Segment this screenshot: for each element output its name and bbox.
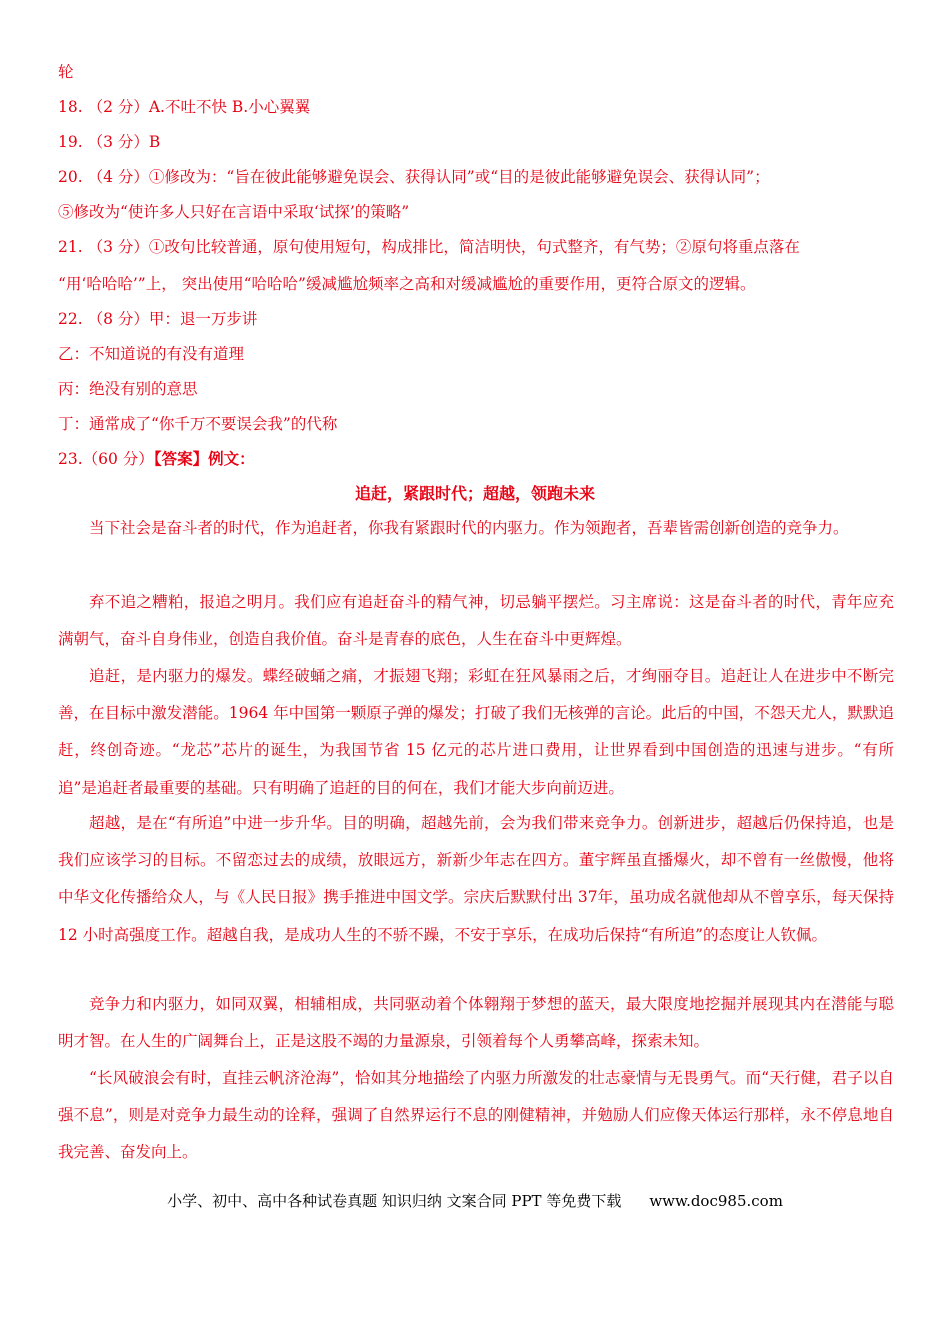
footer-url[interactable]: www.doc985.com (649, 1192, 783, 1210)
essay-paragraph: 追赶，是内驱力的爆发。蝶经破蛹之痛，才振翅飞翔；彩虹在狂风暴雨之后，才绚丽夺目。追赶让人在进步中不断完善，在目标中激发潜能。1964 年中国第一颗原子弹的爆发；打破了我们无核弹的言论。此后的中国，不怨天尤人，默默追赶，终创奇迹。“龙芯”芯片的诞生，为我国节省 15 亿元的芯片进口费用，让世界看到中国创造的迅速与进步。“有所追”是追赶者最重要的基础。只有明确了追赶的目的何在，我们才能大步向前迈进。 (58, 667, 894, 797)
answer-q23-label: 【答案】例文： (153, 449, 255, 468)
essay-paragraph: 超越，是在“有所追”中进一步升华。目的明确，超越先前，会为我们带来竞争力。创新进步，超越后仍保持追，也是我们应该学习的目标。不留恋过去的成绩，放眼远方，新新少年志在四方。董宇辉虽直播爆火，却不曾有一丝傲慢，他将中华文化传播给众人，与《人民日报》携手推进中国文学。宗庆后默默付出 37年，虽功成名就他却从不曾享乐，每天保持 12 小时高强度工作。超越自我，是成功人生的不骄不躁，不安于享乐，在成功后保持“有所追”的态度让人钦佩。 (58, 814, 894, 944)
footer-text: 小学、初中、高中各种试卷真题 知识归纳 文案合同 PPT 等免费下载 (167, 1192, 622, 1210)
answer-q22-d: 丁：通常成了“你千万不要误会我”的代称 (58, 415, 338, 433)
essay-paragraph: “长风破浪会有时，直挂云帆济沧海”，恰如其分地描绘了内驱力所激发的壮志豪情与无畏勇气。而“天行健，君子以自强不息”，则是对竞争力最生动的诠释，强调了自然界运行不息的刚健精神，并勉励人们应像天体运行那样，永不停息地自我完善、奋发向上。 (58, 1069, 894, 1162)
essay-paragraph: 竞争力和内驱力，如同双翼，相辅相成，共同驱动着个体翱翔于梦想的蓝天，最大限度地挖掘并展现其内在潜能与聪明才智。在人生的广阔舞台上，正是这股不竭的力量源泉，引领着每个人勇攀高峰，探索未知。 (58, 995, 894, 1051)
answer-q22-b: 乙：不知道说的有没有道理 (58, 345, 245, 363)
answer-q21-line1: 21. （3 分）①改句比较普通，原句使用短句，构成排比，简洁明快，句式整齐，有气势；②原句将重点落在 (58, 238, 800, 256)
essay-paragraph: 弃不追之糟粕，报追之明月。我们应有追赶奋斗的精气神，切忌躺平摆烂。习主席说：这是奋斗者的时代，青年应充满朝气，奋斗自身伟业，创造自我价值。奋斗是青春的底色，人生在奋斗中更辉煌。 (58, 593, 894, 649)
essay-title: 追赶，紧跟时代；超越，领跑未来 (354, 484, 595, 503)
answer-q23-prefix: 23.（60 分） (58, 450, 154, 468)
answer-q23 (58, 448, 255, 470)
answer-q22: 22. （8 分）甲：退一万步讲 (58, 310, 258, 328)
answer-continuation: 轮 (58, 63, 74, 81)
answer-q22-c: 丙：绝没有别的意思 (58, 380, 198, 398)
answer-q19: 19. （3 分）B (58, 133, 161, 151)
essay-paragraph: 当下社会是奋斗者的时代，作为追赶者，你我有紧跟时代的内驱力。作为领跑者，吾辈皆需创新创造的竞争力。 (89, 519, 849, 537)
page-footer (0, 1190, 950, 1212)
answer-q18: 18. （2 分）A.不吐不快 B.小心翼翼 (58, 98, 311, 116)
answer-q20-line1: 20. （4 分）①修改为：“旨在彼此能够避免误会、获得认同”或“目的是彼此能够避免误会、获得认同”； (58, 168, 770, 186)
answer-q21-line2: “用‘哈哈哈’”上， 突出使用“哈哈哈”缓减尴尬频率之高和对缓减尴尬的重要作用，更符合原文的逻辑。 (58, 275, 756, 293)
answer-q20-line2: ⑤修改为“使许多人只好在言语中采取‘试探’的策略” (58, 203, 410, 221)
